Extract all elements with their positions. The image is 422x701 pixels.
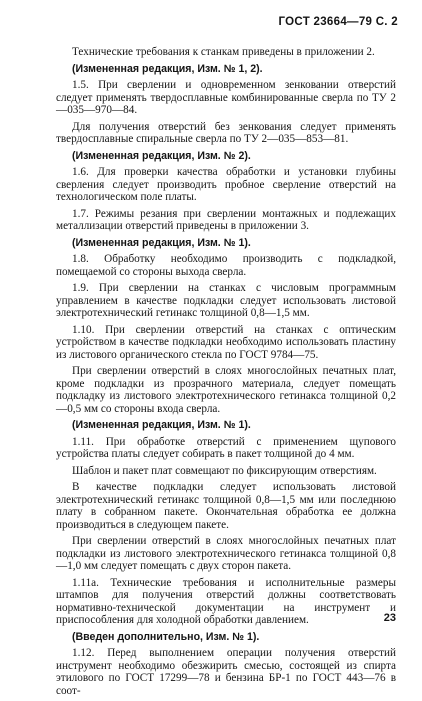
paragraph: 1.11. При обработке отверстий с применением щупового устройства платы следует собирать в пакет толщиной до 4 мм.: [56, 435, 396, 460]
paragraph: 1.10. При сверлении отверстий на станках с оптическим устройством в качестве подкладки необходимо использовать пластину из листового органического стекла по ГОСТ 9784—75.: [56, 323, 396, 361]
paragraph: Для получения отверстий без зенкования следует применять твердосплавные спиральные сверла по ТУ 2—035—853—81.: [56, 120, 396, 145]
edition-note: (Измененная редакция, Изм. № 1).: [72, 236, 251, 249]
edition-note: (Введен дополнительно, Изм. № 1).: [72, 630, 260, 643]
paragraph: При сверлении отверстий в слоях многослойных печатных плат, кроме подкладки из прозрачного материала, следует помещать подкладку из листового электротехнического гетинакса толщиной 0,2—0,5 мм со стороны входа сверла.: [56, 365, 396, 415]
paragraph: Технические требования к станкам приведены в приложении 2.: [72, 46, 375, 58]
paragraph: Шаблон и пакет плат совмещают по фиксирующим отверстиям.: [72, 464, 377, 477]
edition-note: (Измененная редакция, Изм. № 2).: [72, 149, 251, 162]
edition-note: (Измененная редакция, Изм. № 1).: [72, 419, 251, 431]
paragraph: 1.11а. Технические требования и исполнительные размеры штампов для получения отверстий должны соответствовать нормативно-технической документации на инструмент и приспособления для холодной обработки давлением.: [56, 576, 396, 626]
paragraph: 1.7. Режимы резания при сверлении монтажных и подлежащих металлизации отверстий приведены в приложении 3.: [56, 207, 396, 232]
paragraph: 1.5. При сверлении и одновременном зенковании отверстий следует применять твердосплавные комбинированные сверла по ТУ 2—035—970—84.: [56, 79, 396, 116]
paragraph: При сверлении отверстий в слоях многослойных печатных плат подкладки из листового электротехнического гетинакса толщиной 0,8—1,0 мм следует помещать с двух сторон пакета.: [56, 535, 396, 572]
paragraph: 1.6. Для проверки качества обработки и установки глубины сверления следует производить пробное сверление отверстий на технологическом поле платы.: [56, 166, 396, 203]
paragraph: 1.8. Обработку необходимо производить с подкладкой, помещаемой со стороны выхода сверла.: [56, 253, 396, 278]
page-number: 23: [383, 612, 396, 624]
edition-note: (Измененная редакция, Изм. № 1, 2).: [72, 62, 263, 75]
page-header: ГОСТ 23664—79 С. 2: [278, 16, 398, 28]
paragraph: В качестве подкладки следует использовать листовой электротехнический гетинакс толщиной 0,8—1,5 мм или последнюю плату в собранном пакете. Окончательная обработка ее должна производиться в следующем пакете.: [56, 481, 396, 531]
document-body: [56, 46, 396, 701]
paragraph: 1.12. Перед выполнением операции получения отверстий инструмент необходимо обезжирить смесью, состоящей из спирта этилового по ГОСТ 17299—78 и бензина БР-1 по ГОСТ 443—76 в соот-: [56, 647, 396, 697]
paragraph: 1.9. При сверлении на станках с числовым программным управлением в качестве подкладки следует использовать листовой электротехнический гетинакс толщиной 0,8—1,5 мм.: [56, 282, 396, 319]
